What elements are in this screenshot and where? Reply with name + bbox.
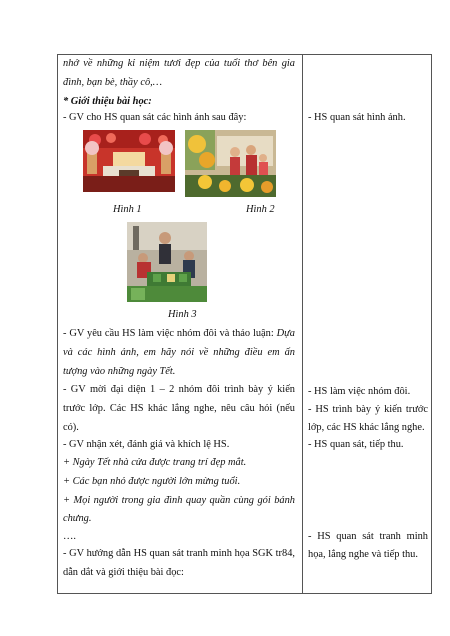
discussion-line-3: tượng vào những ngày Tết. [63, 366, 176, 377]
hs-observe: - HS quan sát hình ảnh. [308, 112, 406, 123]
hs-receive: - HS quan sát, tiếp thu. [308, 439, 404, 450]
caption-figure-3: Hình 3 [168, 309, 197, 320]
hs-present-1: - HS trình bày ý kiến trước [308, 404, 428, 415]
guide-line-2: dẫn dắt và giới thiệu bài đọc: [63, 567, 184, 578]
image-tet-family [185, 130, 276, 197]
intro-line-1: nhớ về những kỉ niệm tươi đẹp của tuổi thơ bên gia [63, 58, 295, 69]
guide-line-1: - GV hướng dẫn HS quan sát tranh minh họa SGK tr84, [63, 548, 295, 559]
section-heading: * Giới thiệu bài học: [63, 96, 152, 107]
answer-3b: chưng. [63, 513, 92, 524]
image-banh-chung [127, 222, 207, 302]
answer-3a: + Mọi người trong gia đình quay quần cùng gói bánh [63, 495, 295, 506]
lesson-table [57, 54, 432, 594]
ellipsis: …. [63, 531, 76, 542]
column-divider [302, 55, 303, 593]
invite-line-2: trước lớp. Các HS khác lắng nghe, nêu câu hỏi (nếu [63, 403, 295, 414]
invite-line-3: có). [63, 422, 79, 433]
invite-line-1: - GV mời đại diện 1 – 2 nhóm đôi trình bày ý kiến [63, 384, 295, 395]
hs-illustration-1: - HS quan sát tranh minh [308, 531, 428, 542]
caption-figure-1: Hình 1 [113, 204, 142, 215]
image-tet-decoration [83, 130, 175, 192]
answer-2: + Các bạn nhỏ được người lớn mừng tuổi. [63, 476, 241, 487]
discussion-line-2: và các hình ảnh, em hãy nói về những điều em ấn [63, 347, 295, 358]
praise-text: - GV nhận xét, đánh giá và khích lệ HS. [63, 439, 230, 450]
caption-figure-2: Hình 2 [246, 204, 275, 215]
answer-1: + Ngày Tết nhà cửa được trang trí đẹp mắt. [63, 457, 247, 468]
gv-observe-text: - GV cho HS quan sát các hình ảnh sau đây: [63, 112, 247, 123]
hs-present-2: lớp, các HS khác lắng nghe. [308, 422, 425, 433]
intro-line-2: đình, bạn bè, thầy cô,… [63, 77, 162, 88]
hs-pair-work: - HS làm việc nhóm đôi. [308, 386, 411, 397]
hs-illustration-2: họa, lắng nghe và tiếp thu. [308, 549, 418, 560]
discussion-line-1: - GV yêu cầu HS làm việc nhóm đôi và thảo luận: Dựa [63, 328, 295, 339]
